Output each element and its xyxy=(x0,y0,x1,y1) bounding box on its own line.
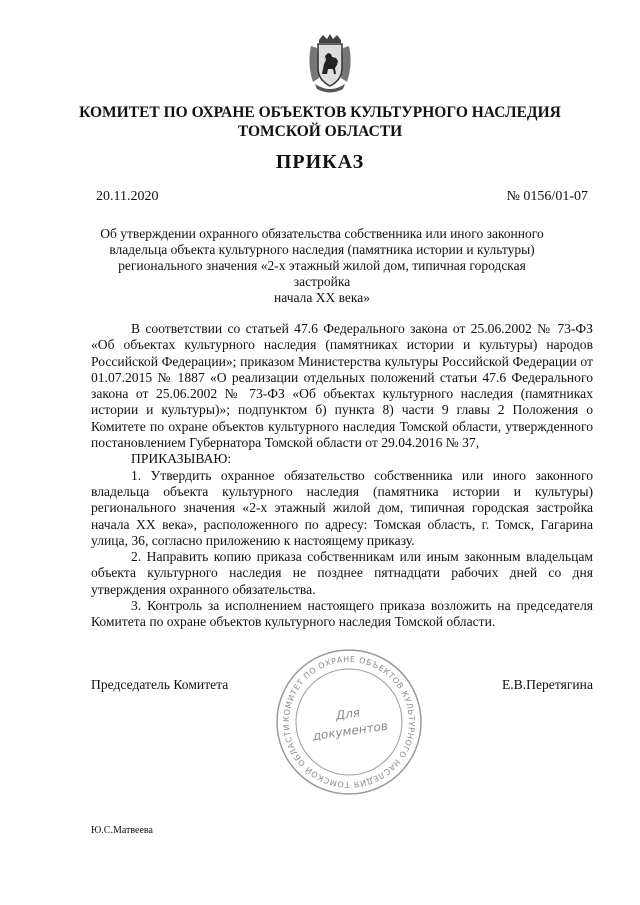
official-stamp xyxy=(275,648,423,796)
subject-line2: владельца объекта культурного наследия (памятника истории и культуры) xyxy=(109,242,535,257)
order-item-3: 3. Контроль за исполнением настоящего приказа возложить на председателя Комитета по охране объектов культурного наследия Томской области. xyxy=(91,598,593,630)
stamp-center-line2: документов xyxy=(311,718,389,744)
document-body xyxy=(91,321,593,631)
order-word: ПРИКАЗЫВАЮ: xyxy=(131,451,232,467)
stamp-ring-text: КОМИТЕТ ПО ОХРАНЕ ОБЪЕКТОВ КУЛЬТУРНОГО НАСЛЕДИЯ ТОМСКОЙ ОБЛАСТИ xyxy=(281,654,417,790)
subject-line3: регионального значения «2-х этажный жилой дом, типичная городская застройка xyxy=(118,258,526,289)
stamp-center-line1: Для xyxy=(334,705,361,723)
document-type-title: ПРИКАЗ xyxy=(275,151,365,173)
executor-name: Ю.С.Матвеева xyxy=(91,825,153,836)
subject-line4: начала XX века» xyxy=(274,290,370,305)
preamble-paragraph: В соответствии со статьей 47.6 Федерального закона от 25.06.2002 № 73-ФЗ «Об объектах культурного наследия (памятниках истории и культуры) народов Российской Федерации»; приказом Министерства культуры Российской Федерации от 01.07.2015 № 1887 «О реализации отдельных положений статьи 47.6 Федерального закона от 25.06.2002 № 73-ФЗ «Об объектах культурного наследия (памятниках истории и культуры)»; подпунктом б) пункта 8) части 9 главы 2 Положения о Комитете по охране объектов культурного наследия Томской области, утвержденного постановлением Губернатора Томской области от 29.04.2016 № 37, xyxy=(91,321,593,451)
coat-of-arms-icon xyxy=(305,34,355,94)
subject-line1: Об утверждении охранного обязательства собственника или иного законного xyxy=(100,226,544,241)
signatory-name: Е.В.Перетягина xyxy=(501,677,593,692)
organization-name-line1: КОМИТЕТ ПО ОХРАНЕ ОБЪЕКТОВ КУЛЬТУРНОГО НАСЛЕДИЯ xyxy=(79,104,561,121)
document-subject xyxy=(96,226,548,306)
document-date: 20.11.2020 xyxy=(96,189,159,204)
order-item-1: 1. Утвердить охранное обязательство собственника или иного законного владельца объекта культурного наследия (памятника истории и культуры) регионального значения «2-х этажный жилой дом, типичная городская застройка начала XX века», расположенного по адресу: Томская область, г. Томск, Гагарина улица, 36, согласно приложению к настоящему приказу. xyxy=(91,467,593,548)
organization-name xyxy=(60,103,580,141)
organization-name-line2: ТОМСКОЙ ОБЛАСТИ xyxy=(237,123,403,140)
document-number: № 0156/01-07 xyxy=(506,189,588,204)
order-item-2: 2. Направить копию приказа собственникам или иным законным владельцам объекта культурного наследия не позднее пятнадцати рабочих дней со дня утверждения охранного обязательства. xyxy=(91,549,593,597)
signatory-role: Председатель Комитета xyxy=(91,677,229,692)
